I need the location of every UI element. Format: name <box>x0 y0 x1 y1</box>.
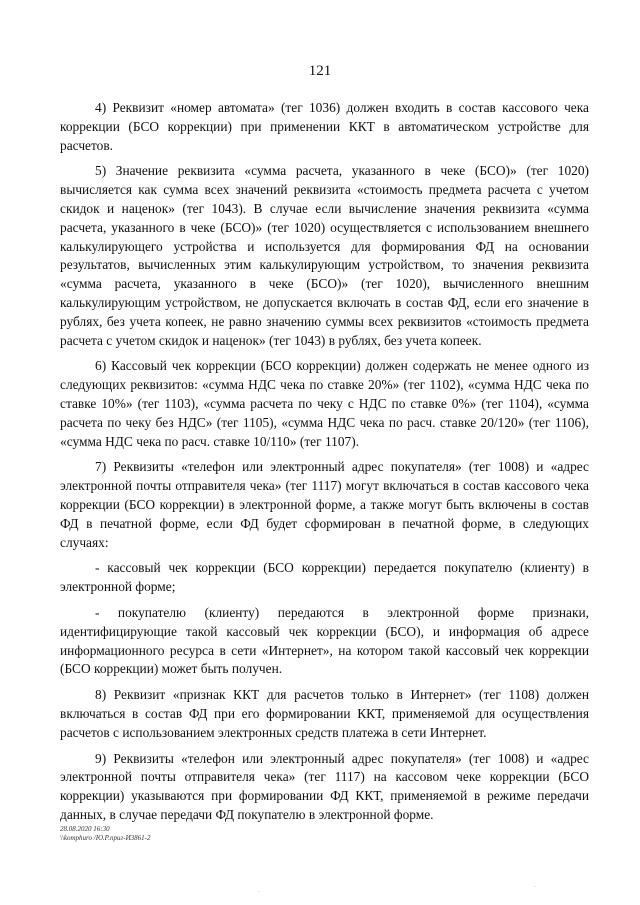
paragraph-5: 5) Значение реквизита «сумма расчета, указанного в чеке (БСО)» (тег 1020) вычисляется как сумма всех значений реквизита «стоимость предмета расчета с учетом скидок и наценок» (тег 1043). В случае если вычисление значения реквизита «сумма расчета, указанного в чеке (БСО)» (тег 1020) осуществляется с использованием внешнего калькулирующего устройства и используется для формирования ФД на основании результатов, вычисленных этим калькулирующим устройством, то значения реквизита «сумма расчета, указанного в чеке (БСО)» (тег 1020), вычисленного внешним калькулирующим устройством, не допускается включать в состав ФД, если его значение в рублях, без учета копеек, не равно значению суммы всех реквизитов «стоимость предмета расчета с учетом скидок и наценок» (тег 1043) в рублях, без учета копеек. <box>60 163 589 348</box>
footer-date: 28.08.2020 16:30 <box>60 825 110 833</box>
paragraph-6: 6) Кассовый чек коррекции (БСО коррекции) должен содержать не менее одного из следующих реквизитов: «сумма НДС чека по ставке 20%» (тег 1102), «сумма НДС чека по ставке 10%» (тег 1103), «сумма расчета по чеку с НДС по ставке 0%» (тег 1104), «сумма расчета по чеку без НДС» (тег 1105), «сумма НДС чека по расч. ставке 20/120» (тег 1106), «сумма НДС чека по расч. ставке 10/110» (тег 1107). <box>60 358 589 449</box>
document-footer <box>60 825 150 843</box>
list-item-internet-resource: - покупателю (клиенту) передаются в электронной форме признаки, идентифицирующие такой кассовый чек коррекции (БСО), и информация об адресе информационного ресурса в сети «Интернет», на котором такой кассовый чек коррекции (БСО коррекции) может быть получен. <box>60 604 589 677</box>
list-item-electronic-form: - кассовый чек коррекции (БСО коррекции) передается покупателю (клиенту) в электронной форме; <box>60 560 589 595</box>
paragraph-9: 9) Реквизиты «телефон или электронный адрес покупателя» (тег 1008) и «адрес электронной почты отправителя чека» (тег 1117) на кассовом чеке коррекции (БСО коррекции) указываются при формировании ФД ККТ, применяемой в режиме передачи данных, в случае передачи ФД покупателю в электронной форме. <box>60 750 589 822</box>
scan-speck: · <box>258 890 260 895</box>
page-number: 121 <box>308 63 332 79</box>
paragraph-8: 8) Реквизит «признак ККТ для расчетов только в Интернет» (тег 1108) должен включаться в состав ФД при его формировании ККТ, применяемой для осуществления расчетов с использованием электронных средств платежа в сети Интернет. <box>60 687 589 740</box>
scan-speck: · <box>534 885 536 890</box>
paragraph-7: 7) Реквизиты «телефон или электронный адрес покупателя» (тег 1008) и «адрес электронной почты отправителя чека» (тег 1117) могут включаться в состав кассового чека коррекции (БСО коррекции) в электронной форме, а также могут быть включены в состав ФД в печатной форме, если ФД будет сформирован в печатной форме, в следующих случаях: <box>60 459 589 550</box>
paragraph-4: 4) Реквизит «номер автомата» (тег 1036) должен входить в состав кассового чека коррекции (БСО коррекции) при применении ККТ в автоматическом устройстве для расчетов. <box>60 100 589 153</box>
footer-file-path: \\komphuro /Ю.Р.приг-И3861-2 <box>60 834 151 842</box>
document-body <box>60 99 589 832</box>
